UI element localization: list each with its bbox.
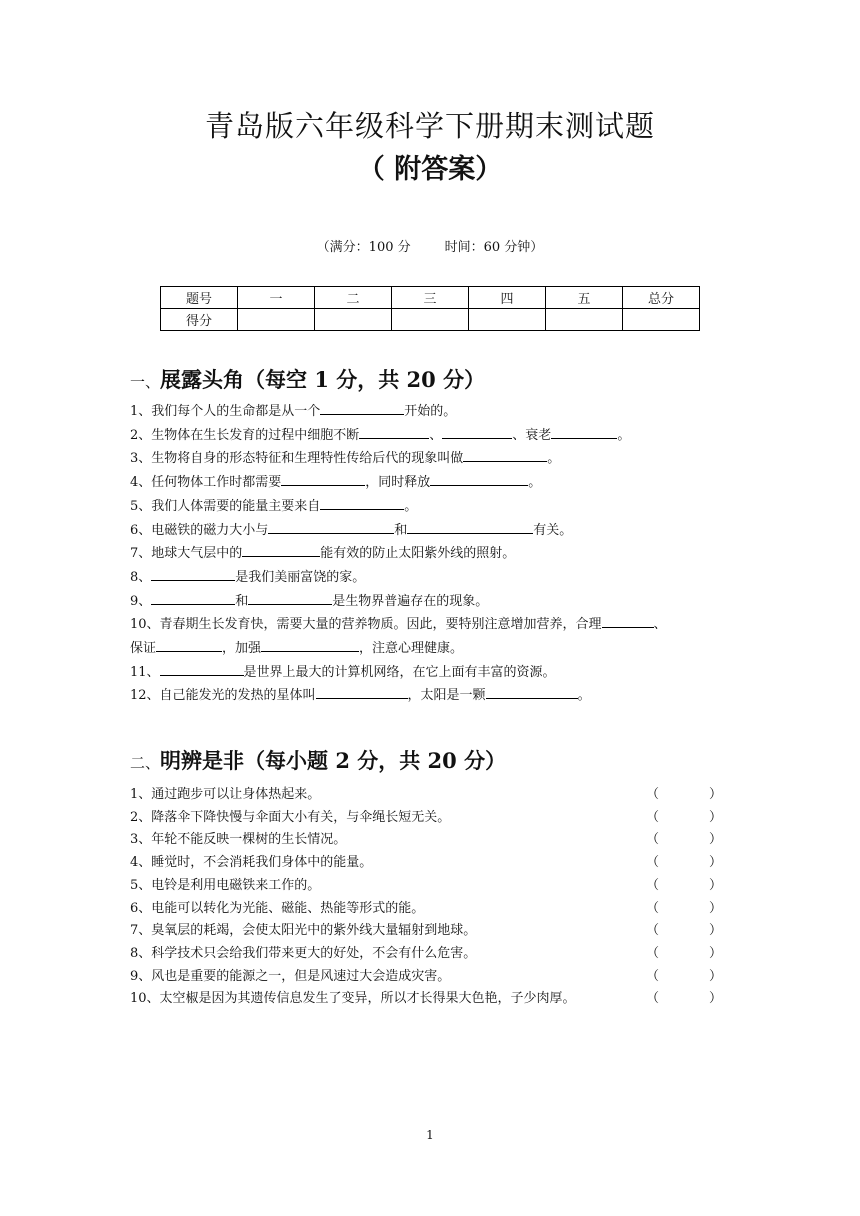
section-title: 展露头角（每空 1 分，共 20 分） <box>160 367 486 392</box>
section2-heading <box>130 746 506 778</box>
score-table-cell: 二 <box>315 287 392 309</box>
answer-parentheses[interactable]: （ ） <box>646 877 722 893</box>
answer-blank[interactable] <box>486 684 578 699</box>
page-subtitle: （ 附答案） <box>357 154 503 185</box>
question-item: 8、科学技术只会给我们带来更大的好处，不会有什么危害。 （ ） <box>130 943 730 966</box>
answer-blank[interactable] <box>407 519 533 534</box>
section-number: 二、 <box>130 754 161 772</box>
answer-parentheses[interactable]: （ ） <box>646 809 722 825</box>
question-item: 5、电铃是利用电磁铁来工作的。 （ ） <box>130 875 730 898</box>
question-item-continued: 保证 ，加强 ，注意心理健康。 <box>130 637 730 661</box>
answer-blank[interactable] <box>261 637 359 652</box>
answer-blank[interactable] <box>248 590 332 605</box>
fill-in-question-list <box>130 400 730 708</box>
answer-blank[interactable] <box>551 424 617 439</box>
score-input-cell[interactable] <box>546 309 623 331</box>
time-label: 时间：60 分钟） <box>444 240 544 255</box>
score-table-score-row <box>161 309 700 331</box>
answer-blank[interactable] <box>320 400 404 415</box>
answer-blank[interactable] <box>160 661 244 676</box>
score-table-cell: 三 <box>392 287 469 309</box>
full-score-label: （满分：100 分 <box>316 240 411 255</box>
answer-parentheses[interactable]: （ ） <box>646 968 722 984</box>
score-table-cell: 总分 <box>623 287 700 309</box>
score-input-cell[interactable] <box>238 309 315 331</box>
question-item: 6、电磁铁的磁力大小与 和 有关。 <box>130 519 730 543</box>
answer-parentheses[interactable]: （ ） <box>646 900 722 916</box>
answer-blank[interactable] <box>281 471 365 486</box>
score-table <box>160 286 700 331</box>
question-item: 11、 是世界上最大的计算机网络，在它上面有丰富的资源。 <box>130 661 730 685</box>
answer-blank[interactable] <box>156 637 222 652</box>
page-title: 青岛版六年级科学下册期末测试题 <box>204 109 655 143</box>
question-item: 7、地球大气层中的 能有效的防止太阳紫外线的照射。 <box>130 542 730 566</box>
answer-blank[interactable] <box>442 424 512 439</box>
question-item: 3、生物将自身的形态特征和生理特性传给后代的现象叫做 。 <box>130 447 730 471</box>
answer-blank[interactable] <box>151 590 235 605</box>
question-item: 2、生物体在生长发育的过程中细胞不断 、 、衰老 。 <box>130 424 730 448</box>
section1-heading <box>130 365 485 397</box>
section-title: 明辨是非（每小题 2 分，共 20 分） <box>160 748 507 773</box>
score-input-cell[interactable] <box>392 309 469 331</box>
question-item: 3、年轮不能反映一棵树的生长情况。 （ ） <box>130 829 730 852</box>
answer-blank[interactable] <box>359 424 429 439</box>
score-input-cell[interactable] <box>469 309 546 331</box>
question-item: 10、太空椒是因为其遗传信息发生了变异，所以才长得果大色艳，子少肉厚。 （ ） <box>130 988 730 1011</box>
answer-blank[interactable] <box>602 613 654 628</box>
question-item: 1、我们每个人的生命都是从一个 开始的。 <box>130 400 730 424</box>
answer-blank[interactable] <box>463 447 547 462</box>
true-false-question-list <box>130 784 730 1011</box>
score-table-cell: 题号 <box>161 287 238 309</box>
score-table-cell: 四 <box>469 287 546 309</box>
question-item: 9、风也是重要的能源之一，但是风速过大会造成灾害。 （ ） <box>130 966 730 989</box>
score-input-cell[interactable] <box>623 309 700 331</box>
answer-blank[interactable] <box>430 471 528 486</box>
answer-blank[interactable] <box>151 566 235 581</box>
question-item: 4、睡觉时，不会消耗我们身体中的能量。 （ ） <box>130 852 730 875</box>
answer-parentheses[interactable]: （ ） <box>646 991 722 1007</box>
question-item: 10、青春期生长发育快，需要大量的营养物质。因此，要特别注意增加营养，合理 、 <box>130 613 730 637</box>
answer-parentheses[interactable]: （ ） <box>646 923 722 939</box>
answer-blank[interactable] <box>268 519 394 534</box>
question-item: 2、降落伞下降快慢与伞面大小有关，与伞绳长短无关。 （ ） <box>130 807 730 830</box>
answer-parentheses[interactable]: （ ） <box>646 855 722 871</box>
question-item: 8、 是我们美丽富饶的家。 <box>130 566 730 590</box>
question-item: 1、通过跑步可以让身体热起来。 （ ） <box>130 784 730 807</box>
answer-parentheses[interactable]: （ ） <box>646 945 722 961</box>
question-item: 4、任何物体工作时都需要 ，同时释放 。 <box>130 471 730 495</box>
answer-blank[interactable] <box>320 495 404 510</box>
answer-blank[interactable] <box>242 542 320 557</box>
exam-meta <box>130 238 730 258</box>
score-table-cell: 五 <box>546 287 623 309</box>
question-item: 7、臭氧层的耗竭，会使太阳光中的紫外线大量辐射到地球。 （ ） <box>130 920 730 943</box>
answer-parentheses[interactable]: （ ） <box>646 832 722 848</box>
score-table-header-row <box>161 287 700 309</box>
page-number: 1 <box>426 1128 434 1142</box>
answer-parentheses[interactable]: （ ） <box>646 787 722 802</box>
score-table-cell: 得分 <box>161 309 238 331</box>
score-table-cell: 一 <box>238 287 315 309</box>
question-item: 12、自己能发光的发热的星体叫 ，太阳是一颗 。 <box>130 684 730 708</box>
question-item: 9、 和 是生物界普遍存在的现象。 <box>130 590 730 614</box>
answer-blank[interactable] <box>316 684 408 699</box>
section-number: 一、 <box>130 373 161 391</box>
score-input-cell[interactable] <box>315 309 392 331</box>
question-item: 5、我们人体需要的能量主要来自 。 <box>130 495 730 519</box>
question-item: 6、电能可以转化为光能、磁能、热能等形式的能。 （ ） <box>130 898 730 921</box>
